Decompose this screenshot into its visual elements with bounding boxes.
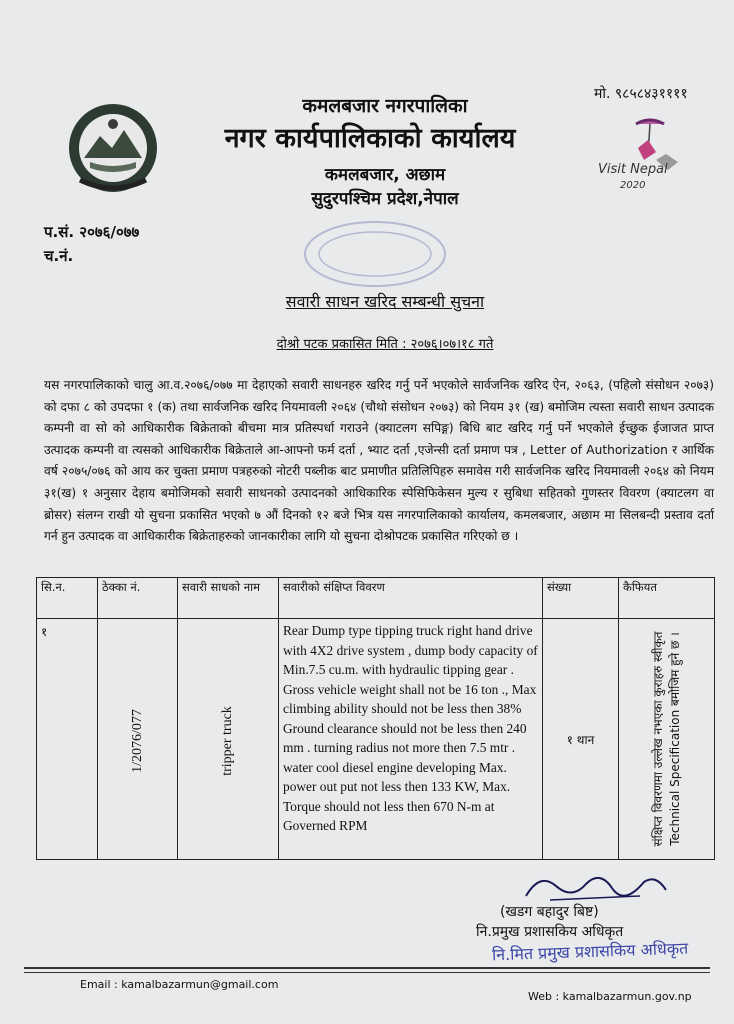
designation-stamp: नि.मित प्रमुख प्रशासकिय अधिकृत bbox=[491, 938, 689, 965]
notice-title-text: सवारी साधन खरिद सम्बन्धी सुचना bbox=[285, 292, 485, 311]
footer-rule bbox=[24, 967, 710, 969]
visit-nepal-text: Visit Nepal bbox=[598, 162, 668, 177]
published-date bbox=[160, 334, 610, 352]
signatory-designation: नि.प्रमुख प्रशासकिय अधिकृत bbox=[476, 924, 624, 940]
signatory-name: (खडग बहादुर बिष्ट) bbox=[500, 904, 599, 920]
header-quantity: संख्या bbox=[543, 578, 619, 619]
office-name: नगर कार्यपालिकाको कार्यालय bbox=[224, 123, 516, 154]
notice-title bbox=[200, 290, 570, 312]
notice-body: यस नगरपालिकाको चालु आ.व.२०७६/०७७ मा देहाएको सवारी साधनहरु खरिद गर्नु पर्ने भएकोले सार्वजनिक खरिद ऐन, २०६३, (पहिलो संसोधन २०७३) को दफा ८ को उपदफा १ (क) तथा सार्वजनिक खरिद नियमावली २०६४ (चौथो संसोधन २०७३) को नियम ३१ (ख) बमोजिम त्यस्ता सवारी साधन उत्पादक कम्पनी वा सो को आधिकारीक बिक्रेताको बीचमा मात्र प्रतिस्पर्धा गराउने (क्याटलग सपिङ्ग) बिधि बाट खरिद गर्नु पर्ने भएकोले ईच्छुक ईजाजत प्राप्त उत्पादक कम्पनी वा त्यसको आधिकारीक बिक्रेताले आ-आफ्नो फर्म दर्ता , भ्याट दर्ता ,एजेन्सी दर्ता प्रमाण पत्र , Letter of Authorization र आर्थिक वर्ष २०७५/०७६ को आय कर चुक्ता प्रमाण पत्रहरुको नोटरी पब्लीक बाट प्रमाणीत प्रतिलिपिहरु समावेस गरी सार्वजनिक खरिद नियमावली २०६४ को नियम ३१(ख) १ अनुसार देहाय बमोजिमको सवारी साधनको उत्पादनको आधिकारिक स्पेसिफिकेसन मुल्य र सुबिधा सहितको गुणस्तर विवरण (क्याटलग वा ब्रोसर) संलग्न राखी यो सुचना प्रकासित भएको ७ औं दिनको १२ बजे भित्र यस नगरपालिकाको कार्यालय, कमलबजार, अछाम मा सिलबन्दी प्रस्ताव दर्ता गर्न हुन उत्पादक वा आधिकारीक बिक्रेताहरुको जानकारीका लागि यो सुचना दोश्रोपटक प्रकासित गरिएको छ । bbox=[44, 378, 714, 544]
header-description: सवारीको संक्षिप्त विवरण bbox=[279, 578, 543, 619]
table-row bbox=[37, 619, 715, 860]
footer-website: Web : kamalbazarmun.gov.np bbox=[528, 990, 692, 1003]
cell-quantity: १ थान bbox=[543, 619, 619, 860]
office-province: सुदुरपश्चिम प्रदेश,नेपाल bbox=[311, 189, 459, 209]
nepal-emblem-logo bbox=[60, 96, 166, 200]
header-sn: सि.न. bbox=[37, 578, 98, 619]
reference-number: प.सं. २०७६/०७७ bbox=[44, 223, 140, 241]
remarks-text: संक्षिप्त विवरणमा उल्लेख नभएका कुराहरु स्वीकृत Technical Specification बमोजिम हुने छ । bbox=[650, 631, 682, 847]
header-remarks: कैफियत bbox=[619, 578, 715, 619]
visit-nepal-year: 2020 bbox=[620, 180, 646, 191]
municipality-name: कमलबजार नगरपालिका bbox=[302, 95, 468, 117]
handwritten-signature bbox=[520, 866, 670, 906]
vehicle-name-text: tripper truck bbox=[220, 706, 235, 776]
cell-remarks bbox=[619, 619, 715, 860]
office-location: कमलबजार, अछाम bbox=[324, 165, 446, 185]
phone-number: मो. ९८५८४३११११ bbox=[594, 86, 688, 102]
cell-description: Rear Dump type tipping truck right hand drive with 4X2 drive system , dump body capacity of Min.7.5 cu.m. with hydraulic tipping gear . Gross vehicle weight shall not be 16 ton ., Max climbing ability should not be less then 38% Ground clearance should not be less then 240 mm . turning radius not more then 7.5 mtr . water cool diesel engine developing Max. power out put not less then 133 KW, Max. Torque should not less then 670 N-m at Governed RPM bbox=[279, 619, 543, 860]
cell-vehicle-name bbox=[178, 619, 279, 860]
footer-rule-thin bbox=[24, 972, 710, 973]
header-contract-no: ठेक्का नं. bbox=[98, 578, 178, 619]
footer-email: Email : kamalbazarmun@gmail.com bbox=[80, 978, 279, 991]
dispatch-number: च.नं. bbox=[44, 247, 74, 265]
contract-no-text: 1/2076/077 bbox=[129, 709, 145, 773]
cell-sn: १ bbox=[37, 619, 98, 860]
header-vehicle-name: सवारी साधको नाम bbox=[178, 578, 279, 619]
published-date-text: दोश्रो पटक प्रकासित मिति : २०७६।०७।१८ गते bbox=[276, 337, 494, 352]
table-header-row bbox=[37, 578, 715, 619]
visit-nepal-logo bbox=[598, 114, 698, 196]
vehicle-table bbox=[36, 577, 715, 860]
cell-contract-no bbox=[98, 619, 178, 860]
office-stamp bbox=[300, 218, 450, 290]
